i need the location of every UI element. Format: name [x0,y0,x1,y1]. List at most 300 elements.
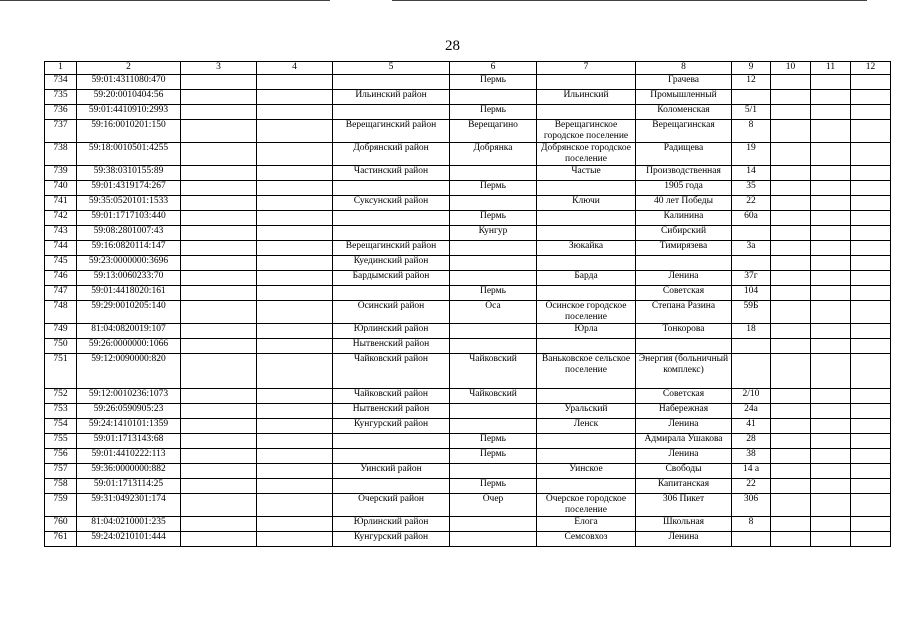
city-cell: Пермь [450,105,537,120]
col11-cell [811,196,851,211]
col3-cell [181,241,257,256]
district-cell: Куединский район [333,256,450,271]
district-cell: Верещагинский район [333,120,450,143]
row-number: 739 [45,166,77,181]
col4-cell [257,354,333,389]
col10-cell [771,419,811,434]
table-row [45,517,891,532]
col4-cell [257,143,333,166]
district-cell [333,434,450,449]
street-cell: Тимирязева [636,241,732,256]
col3-cell [181,75,257,90]
district-cell [333,286,450,301]
col10-cell [771,256,811,271]
settlement-cell: Уральский [537,404,636,419]
street-cell: Ленина [636,532,732,547]
house-cell: 37г [732,271,771,286]
city-cell: Добрянка [450,143,537,166]
col12-cell [851,324,891,339]
settlement-cell: Верещагинское городское поселение [537,120,636,143]
row-number: 752 [45,389,77,404]
col4-cell [257,120,333,143]
house-cell [732,532,771,547]
house-cell: 38 [732,449,771,464]
settlement-cell [537,105,636,120]
col12-cell [851,517,891,532]
col12-cell [851,166,891,181]
col11-cell [811,286,851,301]
col12-cell [851,196,891,211]
cadastral-number: 59:01:1713114:25 [77,479,181,494]
col12-cell [851,419,891,434]
city-cell: Кунгур [450,226,537,241]
city-cell: Пермь [450,286,537,301]
district-cell: Чайковский район [333,354,450,389]
col3-cell [181,389,257,404]
col4-cell [257,226,333,241]
col4-cell [257,271,333,286]
col3-cell [181,419,257,434]
cadastral-number: 81:04:0820019:107 [77,324,181,339]
district-cell: Кунгурский район [333,419,450,434]
settlement-cell [537,75,636,90]
street-cell: Ленина [636,449,732,464]
house-cell: 22 [732,479,771,494]
col11-cell [811,181,851,196]
row-number: 741 [45,196,77,211]
col11-cell [811,464,851,479]
col12-cell [851,75,891,90]
house-cell: 104 [732,286,771,301]
col12-cell [851,354,891,389]
col3-cell [181,105,257,120]
col4-cell [257,449,333,464]
settlement-cell: Частые [537,166,636,181]
house-cell: 41 [732,419,771,434]
cadastral-number: 59:01:4311080:470 [77,75,181,90]
street-cell: Грачева [636,75,732,90]
settlement-cell [537,434,636,449]
house-cell: 35 [732,181,771,196]
col3-cell [181,143,257,166]
column-header: 10 [771,62,811,75]
col10-cell [771,226,811,241]
house-cell: 8 [732,120,771,143]
cadastral-number: 59:01:4319174:267 [77,181,181,196]
city-cell [450,532,537,547]
settlement-cell: Уинское [537,464,636,479]
col11-cell [811,339,851,354]
district-cell: Ильинский район [333,90,450,105]
col10-cell [771,143,811,166]
district-cell [333,211,450,226]
col3-cell [181,404,257,419]
col10-cell [771,324,811,339]
row-number: 759 [45,494,77,517]
row-number: 754 [45,419,77,434]
table-row [45,166,891,181]
table-row [45,90,891,105]
col11-cell [811,517,851,532]
row-number: 760 [45,517,77,532]
house-cell [732,354,771,389]
col10-cell [771,120,811,143]
cadastral-number: 59:01:4410910:2993 [77,105,181,120]
col3-cell [181,166,257,181]
col10-cell [771,494,811,517]
col10-cell [771,211,811,226]
col12-cell [851,464,891,479]
col4-cell [257,105,333,120]
col10-cell [771,339,811,354]
house-cell: 12 [732,75,771,90]
row-number: 747 [45,286,77,301]
header-row [45,62,891,75]
city-cell: Верещагино [450,120,537,143]
cadastral-number: 59:12:0090000:820 [77,354,181,389]
col12-cell [851,494,891,517]
street-cell: 1905 года [636,181,732,196]
district-cell [333,479,450,494]
row-number: 749 [45,324,77,339]
col12-cell [851,241,891,256]
house-cell: 24а [732,404,771,419]
col12-cell [851,120,891,143]
col11-cell [811,271,851,286]
col11-cell [811,404,851,419]
street-cell: Степана Разина [636,301,732,324]
top-border-right [392,0,867,1]
district-cell [333,226,450,241]
col12-cell [851,90,891,105]
settlement-cell [537,226,636,241]
settlement-cell: Ваньковское сельское поселение [537,354,636,389]
table-row [45,434,891,449]
col10-cell [771,449,811,464]
col4-cell [257,256,333,271]
col4-cell [257,419,333,434]
district-cell: Нытвенский район [333,339,450,354]
row-number: 745 [45,256,77,271]
table-row [45,271,891,286]
col11-cell [811,434,851,449]
row-number: 746 [45,271,77,286]
col10-cell [771,90,811,105]
col4-cell [257,181,333,196]
col3-cell [181,464,257,479]
col3-cell [181,90,257,105]
col4-cell [257,494,333,517]
cadastral-number: 59:35:0520101:1533 [77,196,181,211]
table-row [45,286,891,301]
col11-cell [811,354,851,389]
table-row [45,464,891,479]
cadastral-number: 59:36:0000000:882 [77,464,181,479]
col12-cell [851,339,891,354]
col4-cell [257,389,333,404]
settlement-cell [537,286,636,301]
settlement-cell [537,181,636,196]
house-cell: 28 [732,434,771,449]
table-row [45,226,891,241]
col11-cell [811,494,851,517]
street-cell: Набережная [636,404,732,419]
col11-cell [811,120,851,143]
col3-cell [181,532,257,547]
col4-cell [257,464,333,479]
street-cell: Школьная [636,517,732,532]
col3-cell [181,271,257,286]
street-cell: Промышленный [636,90,732,105]
col12-cell [851,479,891,494]
col11-cell [811,90,851,105]
col4-cell [257,166,333,181]
district-cell: Бардымский район [333,271,450,286]
city-cell: Чайковский [450,354,537,389]
city-cell: Чайковский [450,389,537,404]
col12-cell [851,449,891,464]
city-cell [450,271,537,286]
cadastral-number: 59:18:0010501:4255 [77,143,181,166]
settlement-cell: Юрла [537,324,636,339]
settlement-cell: Ключи [537,196,636,211]
column-header: 1 [45,62,77,75]
col12-cell [851,532,891,547]
col11-cell [811,241,851,256]
street-cell: 306 Пикет [636,494,732,517]
col12-cell [851,434,891,449]
street-cell: Ленина [636,419,732,434]
row-number: 755 [45,434,77,449]
col10-cell [771,196,811,211]
col11-cell [811,105,851,120]
col3-cell [181,211,257,226]
house-cell [732,256,771,271]
city-cell [450,166,537,181]
city-cell [450,419,537,434]
col4-cell [257,324,333,339]
col11-cell [811,449,851,464]
col10-cell [771,75,811,90]
col4-cell [257,90,333,105]
col11-cell [811,479,851,494]
house-cell: 2/10 [732,389,771,404]
table-row [45,404,891,419]
row-number: 736 [45,105,77,120]
cadastral-number: 59:31:0492301:174 [77,494,181,517]
col12-cell [851,105,891,120]
row-number: 744 [45,241,77,256]
street-cell: Тонкорова [636,324,732,339]
col12-cell [851,271,891,286]
col10-cell [771,181,811,196]
column-header: 4 [257,62,333,75]
row-number: 761 [45,532,77,547]
district-cell [333,449,450,464]
col3-cell [181,226,257,241]
district-cell: Частинский район [333,166,450,181]
city-cell [450,404,537,419]
row-number: 743 [45,226,77,241]
district-cell: Юрлинский район [333,324,450,339]
table-row [45,324,891,339]
table-row [45,339,891,354]
house-cell: 19 [732,143,771,166]
col10-cell [771,105,811,120]
col11-cell [811,532,851,547]
street-cell: Ленина [636,271,732,286]
cadastral-number: 59:26:0000000:1066 [77,339,181,354]
table-row [45,256,891,271]
cadastral-number: 59:24:1410101:1359 [77,419,181,434]
col3-cell [181,196,257,211]
row-number: 756 [45,449,77,464]
col3-cell [181,354,257,389]
col4-cell [257,241,333,256]
cadastral-number: 59:08:2801007:43 [77,226,181,241]
col3-cell [181,286,257,301]
col11-cell [811,324,851,339]
street-cell: Коломенская [636,105,732,120]
row-number: 742 [45,211,77,226]
col12-cell [851,226,891,241]
settlement-cell: Семсовхоз [537,532,636,547]
street-cell: Производственная [636,166,732,181]
cadastral-number: 59:01:1713143:68 [77,434,181,449]
street-cell [636,256,732,271]
settlement-cell [537,256,636,271]
col12-cell [851,256,891,271]
registry-table [44,61,891,547]
row-number: 753 [45,404,77,419]
cadastral-number: 59:12:0010236:1073 [77,389,181,404]
settlement-cell: Ильинский [537,90,636,105]
city-cell [450,90,537,105]
cadastral-number: 59:01:4418020:161 [77,286,181,301]
table-row [45,196,891,211]
house-cell: 306 [732,494,771,517]
col11-cell [811,419,851,434]
settlement-cell [537,449,636,464]
cadastral-number: 59:20:0010404:56 [77,90,181,105]
table-row [45,354,891,389]
column-header: 3 [181,62,257,75]
district-cell: Кунгурский район [333,532,450,547]
col3-cell [181,181,257,196]
cadastral-number: 59:29:0010205:140 [77,301,181,324]
cadastral-number: 59:13:0060233:70 [77,271,181,286]
col11-cell [811,389,851,404]
city-cell [450,196,537,211]
table-row [45,479,891,494]
street-cell: Верещагинская [636,120,732,143]
district-cell: Суксунский район [333,196,450,211]
table-row [45,449,891,464]
city-cell [450,517,537,532]
col11-cell [811,166,851,181]
col4-cell [257,301,333,324]
city-cell: Очер [450,494,537,517]
street-cell: Адмирала Ушакова [636,434,732,449]
street-cell: Советская [636,389,732,404]
house-cell [732,226,771,241]
settlement-cell: Добрянское городское поселение [537,143,636,166]
top-border-left [0,0,330,1]
cadastral-number: 59:01:1717103:440 [77,211,181,226]
col10-cell [771,166,811,181]
cadastral-number: 59:01:4410222:113 [77,449,181,464]
col10-cell [771,354,811,389]
col3-cell [181,517,257,532]
district-cell [333,75,450,90]
col10-cell [771,286,811,301]
house-cell [732,339,771,354]
column-header: 8 [636,62,732,75]
table-row [45,75,891,90]
column-header: 11 [811,62,851,75]
city-cell: Пермь [450,479,537,494]
col3-cell [181,120,257,143]
district-cell: Нытвенский район [333,404,450,419]
col3-cell [181,479,257,494]
street-cell: Радищева [636,143,732,166]
settlement-cell [537,339,636,354]
row-number: 751 [45,354,77,389]
house-cell: 14 [732,166,771,181]
city-cell: Пермь [450,449,537,464]
row-number: 757 [45,464,77,479]
table-row [45,120,891,143]
house-cell: 59Б [732,301,771,324]
district-cell: Осинский район [333,301,450,324]
col4-cell [257,286,333,301]
col4-cell [257,517,333,532]
table-body [45,62,891,547]
col10-cell [771,404,811,419]
col4-cell [257,339,333,354]
table-row [45,532,891,547]
house-cell: 60а [732,211,771,226]
col12-cell [851,404,891,419]
cadastral-number: 59:38:0310155:89 [77,166,181,181]
row-number: 740 [45,181,77,196]
table-row [45,389,891,404]
city-cell: Пермь [450,75,537,90]
street-cell [636,339,732,354]
column-header: 12 [851,62,891,75]
district-cell: Юрлинский район [333,517,450,532]
city-cell: Пермь [450,181,537,196]
cadastral-number: 59:16:0820114:147 [77,241,181,256]
col10-cell [771,271,811,286]
table-row [45,301,891,324]
col4-cell [257,404,333,419]
col3-cell [181,449,257,464]
house-cell: 14 а [732,464,771,479]
table-row [45,494,891,517]
col11-cell [811,143,851,166]
cadastral-number: 59:26:0590905:23 [77,404,181,419]
district-cell: Очерский район [333,494,450,517]
house-cell: 5/1 [732,105,771,120]
house-cell [732,90,771,105]
col4-cell [257,434,333,449]
row-number: 734 [45,75,77,90]
cadastral-number: 81:04:0210001:235 [77,517,181,532]
street-cell: Свободы [636,464,732,479]
table-row [45,105,891,120]
col4-cell [257,75,333,90]
